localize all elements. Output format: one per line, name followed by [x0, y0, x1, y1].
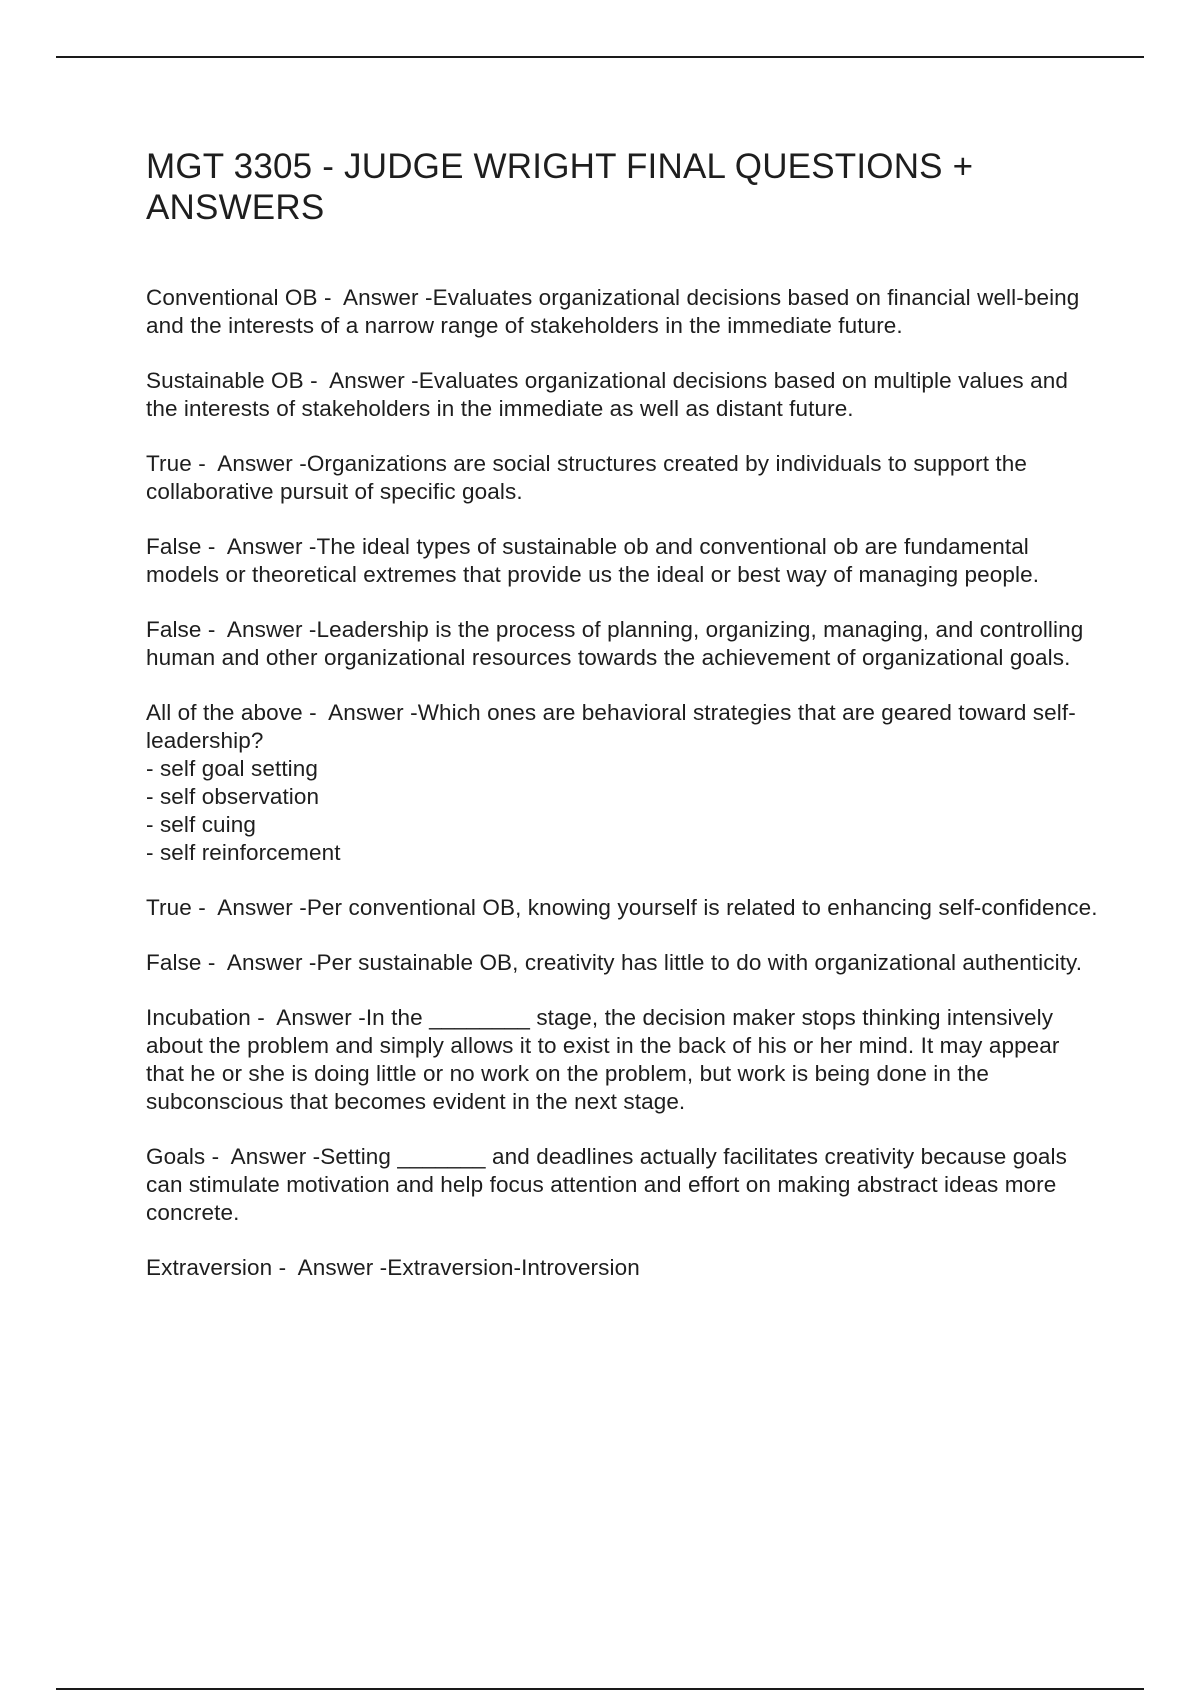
qa-separator: - Answer - — [317, 285, 433, 310]
qa-term: Goals — [146, 1144, 206, 1169]
qa-separator: - Answer - — [191, 451, 307, 476]
qa-term: Sustainable OB — [146, 368, 304, 393]
qa-item — [146, 699, 1098, 867]
qa-item — [146, 450, 1098, 506]
qa-answer: Organizations are social structures created by individuals to support the collaborative pursuit of specific goals. — [146, 451, 1027, 504]
top-rule — [56, 56, 1144, 58]
qa-separator: - Answer - — [303, 368, 419, 393]
qa-term: Incubation — [146, 1005, 251, 1030]
qa-separator: - Answer - — [201, 617, 317, 642]
qa-item — [146, 284, 1098, 340]
qa-options-list — [146, 755, 1098, 867]
qa-term: False — [146, 617, 202, 642]
qa-question — [146, 699, 1098, 755]
qa-separator: - Answer - — [201, 534, 317, 559]
qa-item — [146, 1254, 1098, 1282]
qa-answer: Evaluates organizational decisions based on financial well-being and the interests of a narrow range of stakeholders in the immediate future. — [146, 285, 1080, 338]
qa-answer: Per sustainable OB, creativity has little to do with organizational authenticity. — [316, 950, 1083, 975]
qa-term: All of the above — [146, 700, 303, 725]
document-title: MGT 3305 - JUDGE WRIGHT FINAL QUESTIONS + ANSWERS — [146, 147, 974, 227]
qa-answer: Which ones are behavioral strategies that are geared toward self-leadership? — [146, 700, 1076, 753]
qa-item — [146, 1004, 1098, 1116]
qa-option: - self goal setting — [146, 756, 318, 781]
qa-term: Conventional OB — [146, 285, 318, 310]
qa-answer: Per conventional OB, knowing yourself is related to enhancing self-confidence. — [306, 895, 1098, 920]
qa-separator: - Answer - — [272, 1255, 388, 1280]
qa-term: True — [146, 451, 192, 476]
qa-answer: In the ________ stage, the decision maker stops thinking intensively about the problem and simply allows it to exist in the back of his or her mind. It may appear that he or she is doing little or no work on the problem, but work is being done in the subconscious that becomes evident in the next stage. — [146, 1005, 1060, 1114]
qa-answer: The ideal types of sustainable ob and conventional ob are fundamental models or theoretical extremes that provide us the ideal or best way of managing people. — [146, 534, 1040, 587]
qa-list — [146, 284, 1098, 1309]
qa-term: Extraversion — [146, 1255, 273, 1280]
bottom-rule — [56, 1688, 1144, 1690]
qa-option: - self cuing — [146, 812, 256, 837]
qa-term: False — [146, 534, 202, 559]
qa-item — [146, 949, 1098, 977]
qa-separator: - Answer - — [201, 950, 317, 975]
qa-item — [146, 616, 1098, 672]
qa-separator: - Answer - — [191, 895, 307, 920]
qa-separator: - Answer - — [250, 1005, 366, 1030]
qa-item — [146, 1143, 1098, 1227]
qa-option: - self reinforcement — [146, 840, 341, 865]
qa-separator: - Answer - — [302, 700, 418, 725]
qa-item — [146, 533, 1098, 589]
qa-item — [146, 367, 1098, 423]
qa-option: - self observation — [146, 784, 320, 809]
qa-answer: Setting _______ and deadlines actually facilitates creativity because goals can stimulate motivation and help focus attention and effort on making abstract ideas more concrete. — [146, 1144, 1067, 1225]
qa-term: True — [146, 895, 192, 920]
qa-answer: Leadership is the process of planning, organizing, managing, and controlling human and other organizational resources towards the achievement of organizational goals. — [146, 617, 1084, 670]
qa-separator: - Answer - — [205, 1144, 321, 1169]
qa-answer: Extraversion-Introversion — [387, 1255, 640, 1280]
qa-term: False — [146, 950, 202, 975]
qa-item — [146, 894, 1098, 922]
qa-answer: Evaluates organizational decisions based on multiple values and the interests of stakeholders in the immediate as well as distant future. — [146, 368, 1068, 421]
